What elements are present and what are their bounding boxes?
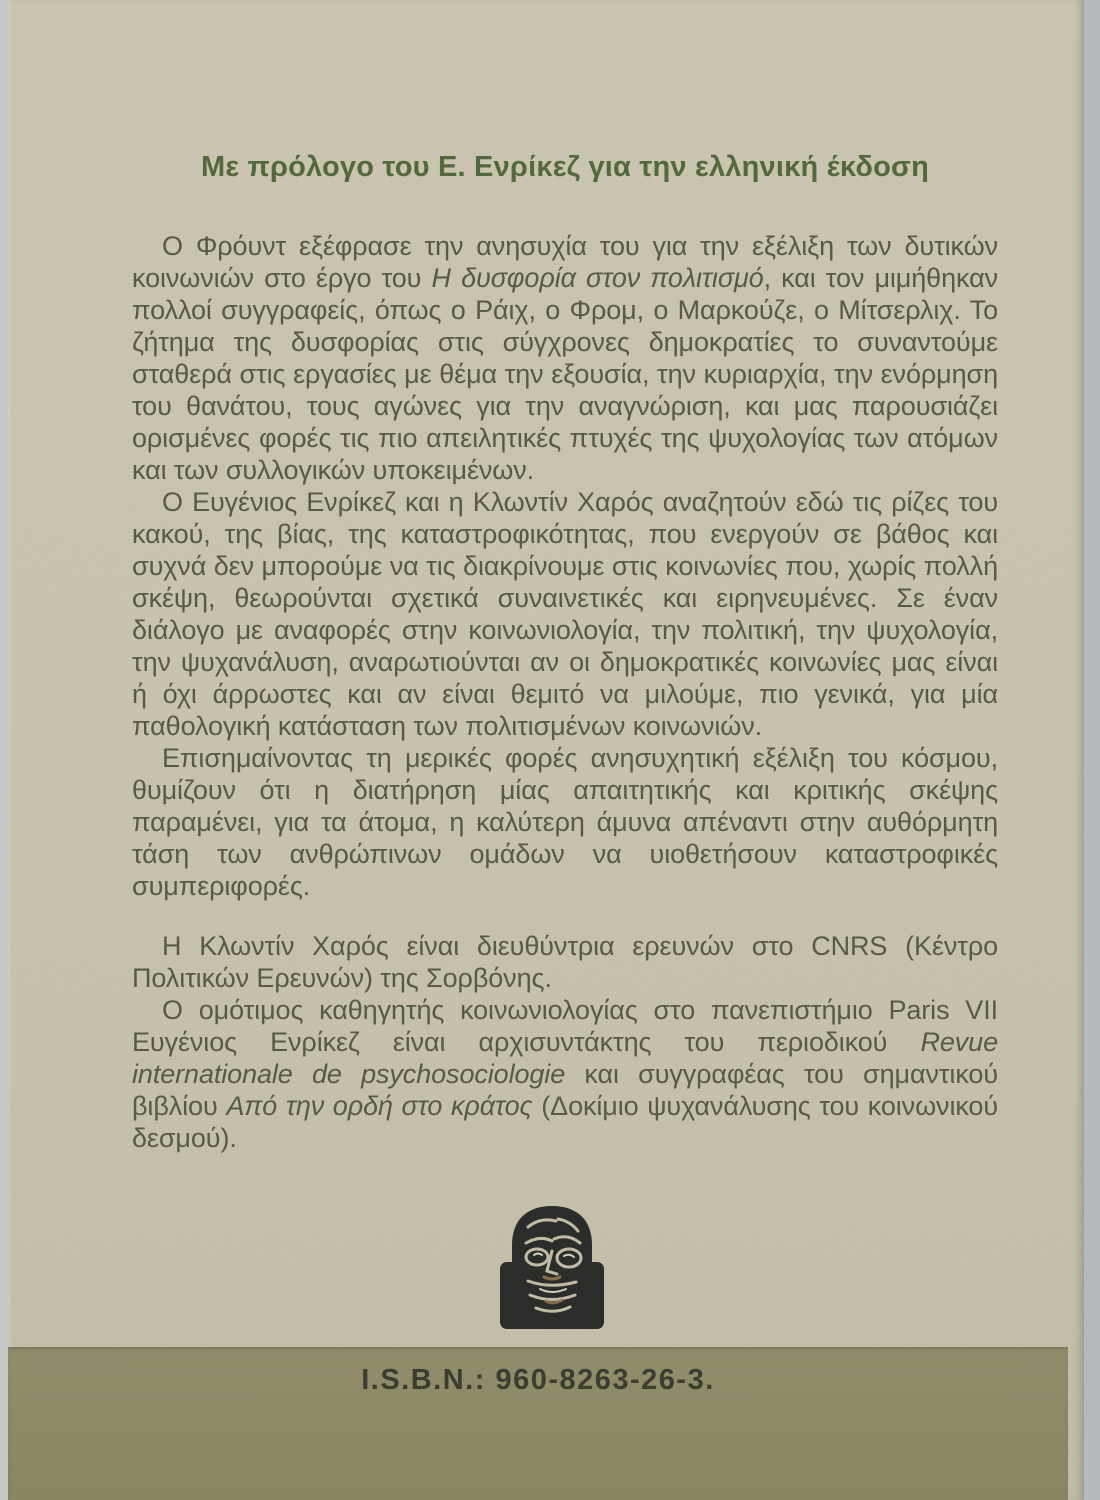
isbn-band [8,1347,1068,1500]
text-segment: Η Κλωντίν Χαρός είναι διευθύντρια ερευνών στο CNRS (Κέντρο Πολιτικών Ερευνών) της Σορβόνης. [132,931,998,993]
synopsis-paragraph [132,230,998,486]
text-segment: και συγγραφέας του σημαντικού βιβλίου [132,1059,998,1121]
bio-paragraph [132,994,998,1154]
bio-paragraph [132,930,998,994]
synopsis-paragraph [132,486,998,742]
text-segment: Ο Ευγένιος Ενρίκεζ και η Κλωντίν Χαρός αναζητούν εδώ τις ρίζες του κακού, της βίας, της καταστροφικότητας, που ενεργούν σε βάθος και συχνά δεν μπορούμε να τις διακρίνουμε στις κοινωνίες που, χωρίς πολλή σκέψη, θεωρούνται σχετικά συναινετικές και ειρηνευμένες. Σε έναν διάλογο με αναφορές στην κοινωνιολογία, την πολιτική, την ψυχολογία, την ψυχανάλυση, αναρωτιούνται αν οι δημοκρατικές κοινωνίες μας είναι ή όχι άρρωστες και αν είναι θεμιτό να μιλούμε, πιο γενικά, για μία παθολογική κατάσταση των πολιτισμένων κοινωνιών. [132,487,998,741]
italic-text-segment: Από την ορδή στο κράτος [226,1091,533,1121]
text-segment: (Δοκίμιο ψυχανάλυσης του κοινωνικού δεσμού). [132,1091,998,1153]
book-back-cover [8,0,1084,1500]
synopsis-paragraph [132,742,998,902]
cover-heading: Με πρόλογο του Ε. Ενρίκεζ για την ελληνική έκδοση [200,151,929,183]
synopsis-section [132,230,998,902]
text-segment: Ο Φρόυντ εξέφρασε την ανησυχία του για την εξέλιξη των δυτικών κοινωνιών στο έργο του [132,231,998,293]
text-segment: , και τον μιμήθηκαν πολλοί συγγραφείς, όπως ο Ράιχ, ο Φρομ, ο Μαρκούζε, ο Μίτσερλιχ. Το ζήτημα της δυσφορίας στις σύγχρονες δημοκρατίες το συναντούμε σταθερά στις εργασίες με θέμα την εξουσία, την κυριαρχία, την ενόρμηση του θανάτου, τους αγώνες για την αναγνώριση, και μας παρουσιάζει ορισμένες φορές τις πιο απειλητικές πτυχές της ψυχολογίας των ατόμων και των συλλογικών υποκειμένων. [132,263,998,485]
italic-text-segment: Revue internationale de psychosociologie [132,1027,998,1089]
publisher-logo-icon [500,1205,604,1329]
isbn-text: I.S.B.N.: 960-8263-26-3. [361,1364,715,1396]
text-segment: Επισημαίνοντας τη μερικές φορές ανησυχητική εξέλιξη του κόσμου, θυμίζουν ότι η διατήρηση μίας απαιτητικής και κριτικής σκέψης παραμένει, για τα άτομα, η καλύτερη άμυνα απέναντι στην αυθόρμητη τάση των ανθρώπινων ομάδων να υιοθετήσουν καταστροφικές συμπεριφορές. [132,743,998,901]
cover-text-block [132,150,998,1154]
bio-section [132,930,998,1154]
text-segment: Ο ομότιμος καθηγητής κοινωνιολογίας στο πανεπιστήμιο Paris VII Ευγένιος Ενρίκεζ είναι αρχισυντάκτης του περιοδικού [132,995,998,1057]
italic-text-segment: Η δυσφορία στον πολιτισμό [431,263,764,293]
